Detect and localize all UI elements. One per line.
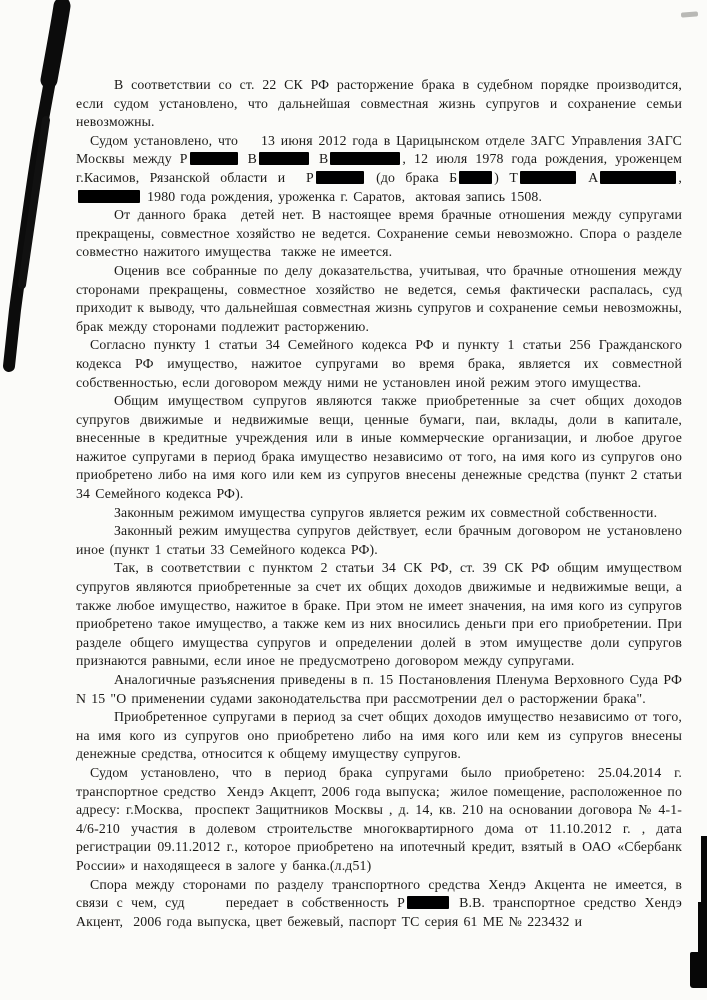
paragraph: Законным режимом имущества супругов является режим их совместной собственности. [114,504,658,520]
paragraph: Спора между сторонами по разделу транспортного средства Хендэ Акцента не имеется, в связи с чем, суд передает в собственность Р В.В. транспортное средство Хендэ Акцент, 2006 года выпуска, цвет бежевый, паспорт ТС серия 61 МЕ № 223432 и [76,876,682,929]
redaction-bar [190,152,238,165]
redaction-bar [330,152,400,165]
scan-edge-artifact [698,902,707,960]
paragraph: Судом установлено, что 13 июня 2012 года в Царицынском отделе ЗАГС Управления ЗАГС Москвы между Р В В , 12 июля 1978 года рождения, уроженцем г.Касимов, Рязанской области и Р (до брака Б ) Т А , 1980 года рождения, уроженка г. Саратов, актовая запись 1508. [76,132,683,204]
paragraph: Аналогичные разъяснения приведены в п. 15 Постановления Пленума Верховного Суда РФ N 15 "О применении судами законодательства при рассмотрении дел о расторжении брака". [76,672,682,706]
redaction-bar [407,896,449,909]
redaction-bar [78,190,140,203]
paragraph: Оценив все собранные по делу доказательства, учитывая, что брачные отношения между сторонами прекращены, совместное хозяйство не ведется, семья фактически распалась, суд приходит к выводу, что дальнейшая совместная жизнь супругов и сохранение семьи невозможны, брак между сторонами подлежит расторжению. [76,262,682,334]
scan-edge-artifact [690,952,707,988]
scan-smudge-artifact [681,11,698,17]
paragraph: От данного брака детей нет. В настоящее время брачные отношения между супругами прекращены, совместное хозяйство не ведется. Сохранение семьи невозможно. Спора о разделе совместно нажитого имущества также не имеется. [76,207,682,260]
redaction-bar [600,171,676,184]
redaction-bar [316,171,364,184]
paragraph: Приобретенное супругами в период за счет общих доходов имущество независимо от того, на имя кого из супругов оно приобретено либо на имя кого или кем из супругов внесены денежные средства, относится к общему имуществу супругов. [76,709,682,762]
scan-edge-artifact [701,836,707,906]
paragraph: Общим имуществом супругов являются также приобретенные за счет общих доходов супругов движимые и недвижимые вещи, ценные бумаги, паи, вклады, доли в капитале, внесенные в кредитные учреждения или в иные коммерческие организации, и любое другое нажитое супругами в период брака имущество независимо от того, на имя кого из супругов оно приобретено либо на имя кого или кем из супругов внесены денежные средства (пункт 2 статьи 34 Семейного кодекса РФ). [76,393,682,502]
redaction-bar [259,152,309,165]
paragraph: Согласно пункту 1 статьи 34 Семейного кодекса РФ и пункту 1 статьи 256 Гражданского кодекса РФ имущество, нажитое супругами во время брака, является их совместной собственностью, если договором между ними не установлен иной режим этого имущества. [76,337,682,390]
redaction-bar [520,171,576,184]
document-text [76,76,682,931]
redaction-bar [459,171,492,184]
paragraph: Так, в соответствии с пунктом 2 статьи 34 СК РФ, ст. 39 СК РФ общим имуществом супругов являются приобретенные за счет их общих доходов движимые и недвижимые вещи, а также любое имущество, нажитое в браке. При этом не имеет значения, на имя кого из супругов приобретено такое имущество, а также кем из них вносились деньги при его приобретении. При разделе общего имущества супругов и определении долей в этом имуществе доли супругов признаются равными, если иное не предусмотрено договором между супругами. [76,560,682,669]
paragraph: Судом установлено, что в период брака супругами было приобретено: 25.04.2014 г. транспортное средство Хендэ Акцепт, 2006 года выпуска; жилое помещение, расположенное по адресу: г.Москва, проспект Защитников Москвы , д. 14, кв. 210 на основании договора № 4-1-4/6-210 участия в долевом строительстве многоквартирного дома от 11.10.2012 г. , дата регистрации 09.11.2012 г., которое приобретено на ипотечный кредит, взятый в ОАО «Сбербанк России» и находящееся в залоге у банка.(л.д51) [76,764,682,873]
paragraph: В соответствии со ст. 22 СК РФ расторжение брака в судебном порядке производится, если судом установлено, что дальнейшая совместная жизнь супругов и сохранение семьи невозможны. [76,77,682,130]
paragraph: Законный режим имущества супругов действует, если брачным договором не установлено иное (пункт 1 статьи 33 Семейного кодекса РФ). [76,523,682,557]
